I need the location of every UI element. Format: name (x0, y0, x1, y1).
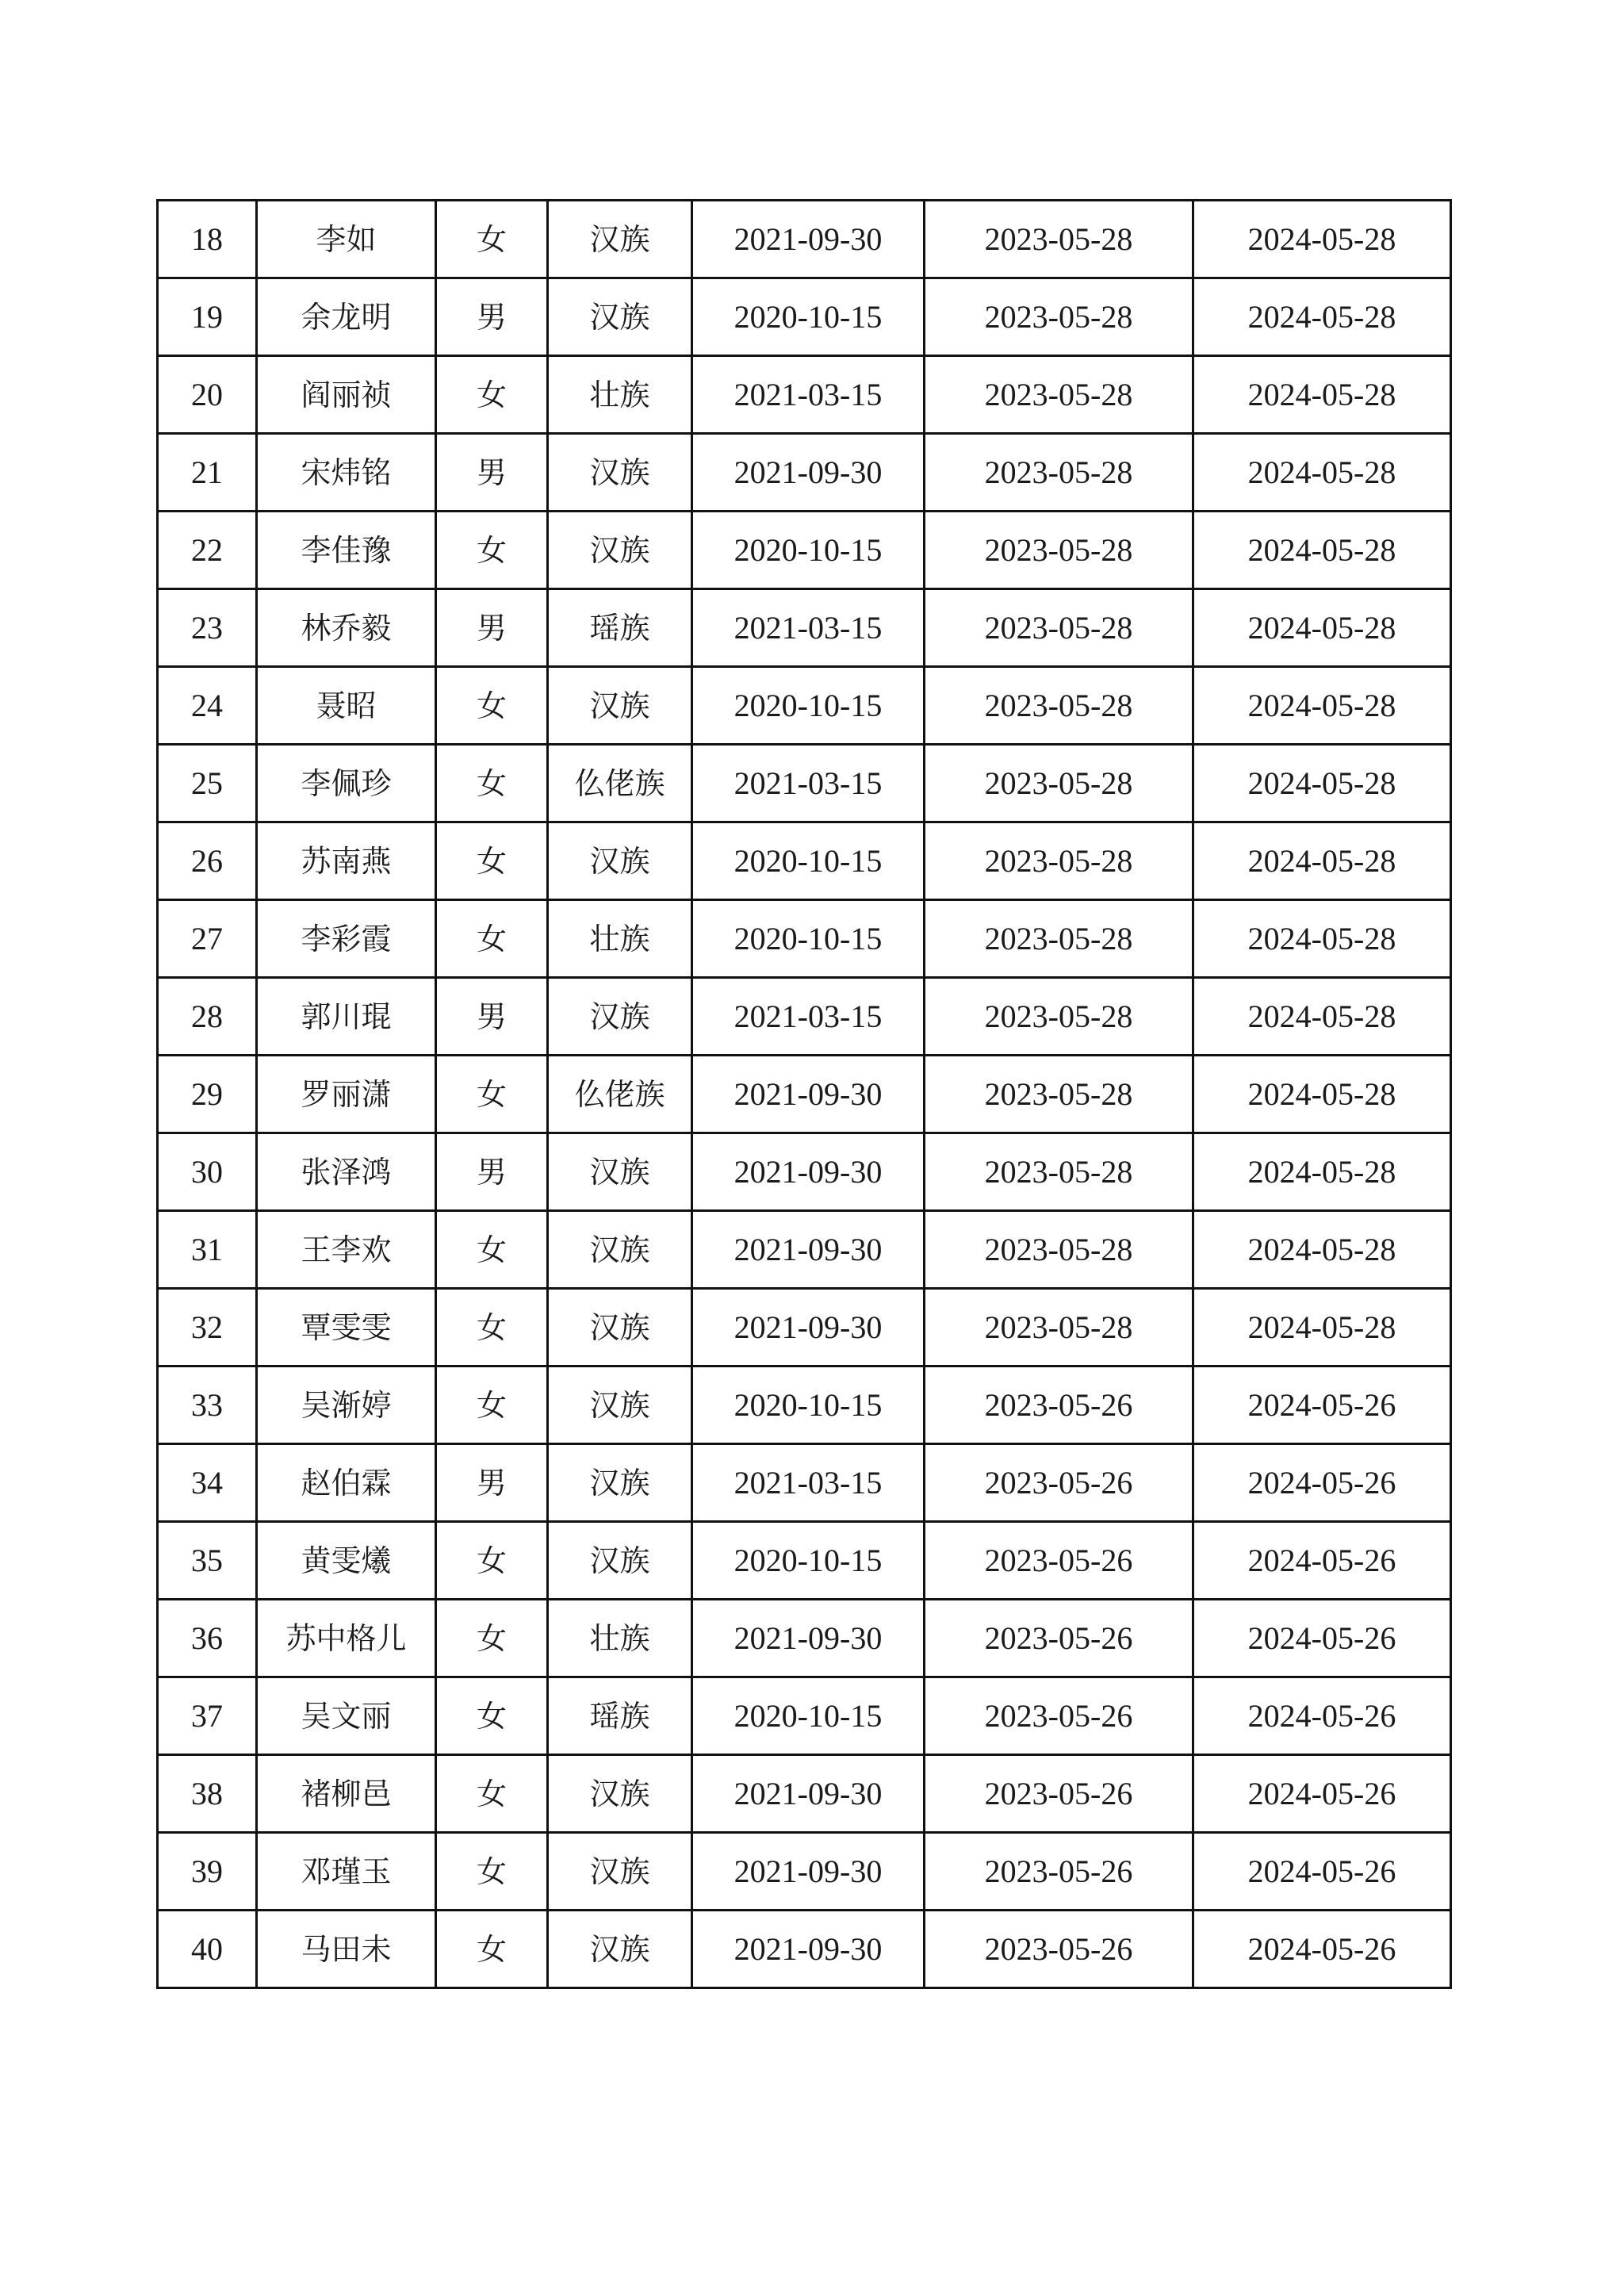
date-cell-2: 2023-05-28 (925, 589, 1193, 667)
table-row (158, 1366, 1451, 1444)
date-cell-3: 2024-05-28 (1193, 512, 1451, 589)
date-cell-3: 2024-05-28 (1193, 900, 1451, 978)
date-cell-2: 2023-05-28 (925, 978, 1193, 1056)
table-row (158, 667, 1451, 745)
table-row (158, 1911, 1451, 1988)
date-cell-2: 2023-05-28 (925, 434, 1193, 512)
row-number-cell: 28 (158, 978, 257, 1056)
ethnicity-cell: 壮族 (548, 900, 692, 978)
name-cell: 罗丽潇 (257, 1056, 436, 1133)
row-number-cell: 18 (158, 201, 257, 278)
date-cell-3: 2024-05-26 (1193, 1677, 1451, 1755)
gender-cell: 男 (436, 1444, 548, 1522)
date-cell-3: 2024-05-26 (1193, 1600, 1451, 1677)
ethnicity-cell: 汉族 (548, 1289, 692, 1366)
gender-cell: 女 (436, 1833, 548, 1911)
date-cell-3: 2024-05-28 (1193, 278, 1451, 356)
date-cell-2: 2023-05-28 (925, 745, 1193, 822)
date-cell-3: 2024-05-28 (1193, 589, 1451, 667)
row-number-cell: 23 (158, 589, 257, 667)
table-row (158, 434, 1451, 512)
date-cell-2: 2023-05-26 (925, 1522, 1193, 1600)
date-cell-2: 2023-05-28 (925, 1133, 1193, 1211)
date-cell-1: 2021-09-30 (692, 1211, 925, 1289)
date-cell-3: 2024-05-28 (1193, 201, 1451, 278)
name-cell: 王李欢 (257, 1211, 436, 1289)
date-cell-3: 2024-05-28 (1193, 434, 1451, 512)
row-number-cell: 30 (158, 1133, 257, 1211)
name-cell: 李如 (257, 201, 436, 278)
ethnicity-cell: 汉族 (548, 512, 692, 589)
ethnicity-cell: 瑶族 (548, 1677, 692, 1755)
date-cell-2: 2023-05-28 (925, 1211, 1193, 1289)
name-cell: 李佩珍 (257, 745, 436, 822)
date-cell-2: 2023-05-28 (925, 201, 1193, 278)
ethnicity-cell: 汉族 (548, 1444, 692, 1522)
date-cell-2: 2023-05-26 (925, 1755, 1193, 1833)
name-cell: 林乔毅 (257, 589, 436, 667)
table-row (158, 512, 1451, 589)
table-row (158, 1211, 1451, 1289)
row-number-cell: 21 (158, 434, 257, 512)
date-cell-1: 2021-09-30 (692, 1911, 925, 1988)
date-cell-3: 2024-05-26 (1193, 1522, 1451, 1600)
ethnicity-cell: 汉族 (548, 667, 692, 745)
date-cell-2: 2023-05-28 (925, 667, 1193, 745)
date-cell-1: 2021-09-30 (692, 434, 925, 512)
date-cell-1: 2021-03-15 (692, 589, 925, 667)
roster-table-body (158, 201, 1451, 1988)
ethnicity-cell: 壮族 (548, 1600, 692, 1677)
gender-cell: 女 (436, 1211, 548, 1289)
table-row (158, 1677, 1451, 1755)
gender-cell: 女 (436, 1289, 548, 1366)
table-row (158, 900, 1451, 978)
date-cell-2: 2023-05-28 (925, 822, 1193, 900)
row-number-cell: 31 (158, 1211, 257, 1289)
table-row (158, 745, 1451, 822)
name-cell: 邓瑾玉 (257, 1833, 436, 1911)
ethnicity-cell: 汉族 (548, 822, 692, 900)
date-cell-3: 2024-05-28 (1193, 356, 1451, 434)
name-cell: 李佳豫 (257, 512, 436, 589)
row-number-cell: 20 (158, 356, 257, 434)
date-cell-2: 2023-05-26 (925, 1911, 1193, 1988)
date-cell-2: 2023-05-28 (925, 1056, 1193, 1133)
gender-cell: 女 (436, 900, 548, 978)
table-row (158, 1600, 1451, 1677)
table-row (158, 201, 1451, 278)
date-cell-1: 2021-03-15 (692, 1444, 925, 1522)
date-cell-3: 2024-05-28 (1193, 1133, 1451, 1211)
date-cell-2: 2023-05-28 (925, 278, 1193, 356)
date-cell-1: 2021-09-30 (692, 1056, 925, 1133)
gender-cell: 女 (436, 512, 548, 589)
name-cell: 聂昭 (257, 667, 436, 745)
gender-cell: 女 (436, 745, 548, 822)
ethnicity-cell: 汉族 (548, 1211, 692, 1289)
name-cell: 李彩霞 (257, 900, 436, 978)
row-number-cell: 32 (158, 1289, 257, 1366)
row-number-cell: 38 (158, 1755, 257, 1833)
table-row (158, 1522, 1451, 1600)
ethnicity-cell: 汉族 (548, 278, 692, 356)
date-cell-3: 2024-05-26 (1193, 1833, 1451, 1911)
row-number-cell: 27 (158, 900, 257, 978)
date-cell-1: 2021-09-30 (692, 1833, 925, 1911)
gender-cell: 男 (436, 434, 548, 512)
date-cell-3: 2024-05-28 (1193, 1056, 1451, 1133)
row-number-cell: 25 (158, 745, 257, 822)
date-cell-1: 2021-09-30 (692, 201, 925, 278)
date-cell-2: 2023-05-26 (925, 1366, 1193, 1444)
date-cell-1: 2021-03-15 (692, 745, 925, 822)
table-row (158, 589, 1451, 667)
gender-cell: 男 (436, 278, 548, 356)
name-cell: 宋炜铭 (257, 434, 436, 512)
ethnicity-cell: 汉族 (548, 1911, 692, 1988)
name-cell: 赵伯霖 (257, 1444, 436, 1522)
ethnicity-cell: 汉族 (548, 1833, 692, 1911)
date-cell-3: 2024-05-28 (1193, 1289, 1451, 1366)
table-row (158, 978, 1451, 1056)
date-cell-3: 2024-05-26 (1193, 1444, 1451, 1522)
name-cell: 马田未 (257, 1911, 436, 1988)
row-number-cell: 40 (158, 1911, 257, 1988)
ethnicity-cell: 仫佬族 (548, 1056, 692, 1133)
ethnicity-cell: 汉族 (548, 434, 692, 512)
name-cell: 吴文丽 (257, 1677, 436, 1755)
date-cell-3: 2024-05-28 (1193, 1211, 1451, 1289)
ethnicity-cell: 瑶族 (548, 589, 692, 667)
date-cell-3: 2024-05-26 (1193, 1911, 1451, 1988)
gender-cell: 男 (436, 978, 548, 1056)
date-cell-2: 2023-05-28 (925, 900, 1193, 978)
date-cell-1: 2020-10-15 (692, 1522, 925, 1600)
roster-table (156, 199, 1452, 1989)
gender-cell: 女 (436, 1677, 548, 1755)
row-number-cell: 26 (158, 822, 257, 900)
gender-cell: 女 (436, 1755, 548, 1833)
table-row (158, 822, 1451, 900)
date-cell-2: 2023-05-26 (925, 1677, 1193, 1755)
date-cell-3: 2024-05-28 (1193, 667, 1451, 745)
ethnicity-cell: 汉族 (548, 1133, 692, 1211)
name-cell: 阎丽祯 (257, 356, 436, 434)
date-cell-1: 2021-03-15 (692, 356, 925, 434)
date-cell-2: 2023-05-26 (925, 1600, 1193, 1677)
row-number-cell: 39 (158, 1833, 257, 1911)
date-cell-1: 2020-10-15 (692, 1366, 925, 1444)
date-cell-3: 2024-05-26 (1193, 1366, 1451, 1444)
name-cell: 余龙明 (257, 278, 436, 356)
date-cell-1: 2020-10-15 (692, 900, 925, 978)
gender-cell: 男 (436, 589, 548, 667)
date-cell-2: 2023-05-28 (925, 1289, 1193, 1366)
ethnicity-cell: 汉族 (548, 201, 692, 278)
table-row (158, 1444, 1451, 1522)
name-cell: 苏中格儿 (257, 1600, 436, 1677)
ethnicity-cell: 汉族 (548, 1366, 692, 1444)
date-cell-1: 2021-09-30 (692, 1600, 925, 1677)
table-row (158, 1133, 1451, 1211)
row-number-cell: 37 (158, 1677, 257, 1755)
table-row (158, 1755, 1451, 1833)
date-cell-2: 2023-05-28 (925, 356, 1193, 434)
date-cell-1: 2020-10-15 (692, 278, 925, 356)
ethnicity-cell: 汉族 (548, 1755, 692, 1833)
name-cell: 覃雯雯 (257, 1289, 436, 1366)
row-number-cell: 35 (158, 1522, 257, 1600)
row-number-cell: 24 (158, 667, 257, 745)
date-cell-3: 2024-05-28 (1193, 822, 1451, 900)
date-cell-1: 2020-10-15 (692, 667, 925, 745)
date-cell-1: 2021-03-15 (692, 978, 925, 1056)
name-cell: 苏南燕 (257, 822, 436, 900)
row-number-cell: 33 (158, 1366, 257, 1444)
table-row (158, 1833, 1451, 1911)
ethnicity-cell: 壮族 (548, 356, 692, 434)
ethnicity-cell: 汉族 (548, 1522, 692, 1600)
date-cell-2: 2023-05-26 (925, 1833, 1193, 1911)
gender-cell: 女 (436, 1056, 548, 1133)
gender-cell: 女 (436, 1600, 548, 1677)
name-cell: 黄雯爔 (257, 1522, 436, 1600)
date-cell-1: 2020-10-15 (692, 1677, 925, 1755)
row-number-cell: 22 (158, 512, 257, 589)
gender-cell: 男 (436, 1133, 548, 1211)
date-cell-1: 2020-10-15 (692, 512, 925, 589)
gender-cell: 女 (436, 1911, 548, 1988)
date-cell-1: 2021-09-30 (692, 1755, 925, 1833)
date-cell-1: 2021-09-30 (692, 1133, 925, 1211)
row-number-cell: 19 (158, 278, 257, 356)
gender-cell: 女 (436, 1522, 548, 1600)
date-cell-1: 2020-10-15 (692, 822, 925, 900)
table-row (158, 356, 1451, 434)
table-row (158, 1056, 1451, 1133)
date-cell-3: 2024-05-28 (1193, 745, 1451, 822)
date-cell-2: 2023-05-28 (925, 512, 1193, 589)
gender-cell: 女 (436, 822, 548, 900)
gender-cell: 女 (436, 1366, 548, 1444)
row-number-cell: 34 (158, 1444, 257, 1522)
date-cell-2: 2023-05-26 (925, 1444, 1193, 1522)
row-number-cell: 29 (158, 1056, 257, 1133)
gender-cell: 女 (436, 201, 548, 278)
date-cell-1: 2021-09-30 (692, 1289, 925, 1366)
gender-cell: 女 (436, 356, 548, 434)
table-row (158, 278, 1451, 356)
name-cell: 吴渐婷 (257, 1366, 436, 1444)
table-row (158, 1289, 1451, 1366)
row-number-cell: 36 (158, 1600, 257, 1677)
name-cell: 郭川琨 (257, 978, 436, 1056)
date-cell-3: 2024-05-26 (1193, 1755, 1451, 1833)
name-cell: 张泽鸿 (257, 1133, 436, 1211)
name-cell: 褚柳邑 (257, 1755, 436, 1833)
ethnicity-cell: 汉族 (548, 978, 692, 1056)
ethnicity-cell: 仫佬族 (548, 745, 692, 822)
date-cell-3: 2024-05-28 (1193, 978, 1451, 1056)
gender-cell: 女 (436, 667, 548, 745)
